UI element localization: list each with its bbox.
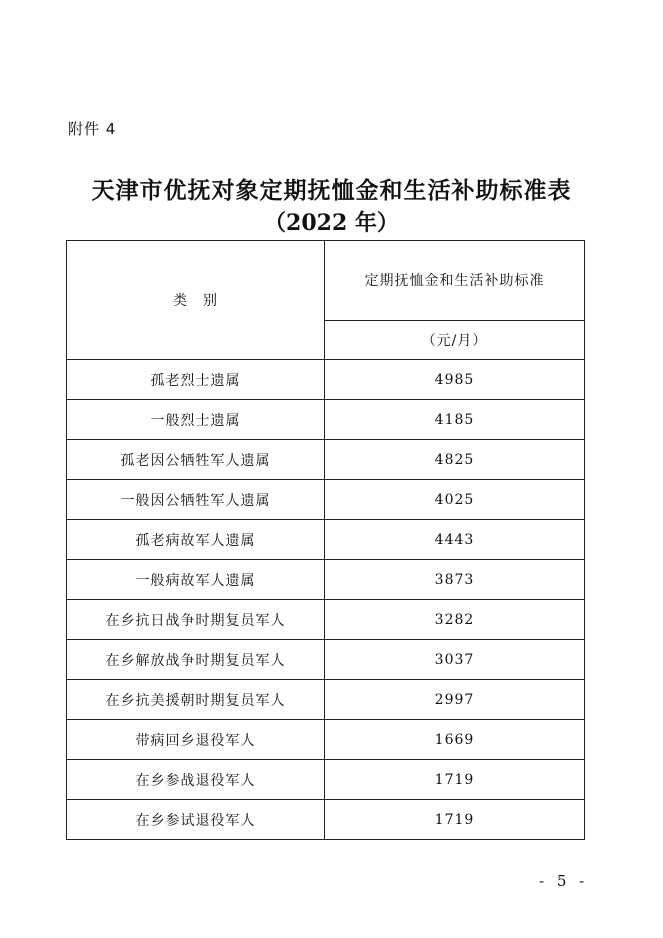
row-value: 4185: [325, 400, 585, 440]
table-row: [67, 680, 585, 720]
table-row: [67, 360, 585, 400]
row-value: 4825: [325, 440, 585, 480]
row-value: 1669: [325, 720, 585, 760]
table-row: [67, 560, 585, 600]
row-value: 3282: [325, 600, 585, 640]
header-standard: 定期抚恤金和生活补助标准: [325, 241, 585, 321]
table-row: [67, 440, 585, 480]
row-value: 3873: [325, 560, 585, 600]
table-row: [67, 720, 585, 760]
table-row: [67, 400, 585, 440]
row-value: 4025: [325, 480, 585, 520]
row-category: 一般因公牺牲军人遗属: [67, 480, 325, 520]
row-value: 2997: [325, 680, 585, 720]
table-row: [67, 640, 585, 680]
row-category: 在乡抗美援朝时期复员军人: [67, 680, 325, 720]
row-category: 孤老烈士遗属: [67, 360, 325, 400]
row-value: 4985: [325, 360, 585, 400]
row-category: 一般烈士遗属: [67, 400, 325, 440]
row-value: 3037: [325, 640, 585, 680]
row-value: 1719: [325, 800, 585, 840]
table-row: [67, 520, 585, 560]
document-title: 天津市优抚对象定期抚恤金和生活补助标准表: [91, 177, 572, 204]
row-category: 在乡参试退役军人: [67, 800, 325, 840]
row-value: 4443: [325, 520, 585, 560]
table-row: [67, 600, 585, 640]
row-category: 在乡参战退役军人: [67, 760, 325, 800]
row-category: 带病回乡退役军人: [67, 720, 325, 760]
row-category: 在乡抗日战争时期复员军人: [67, 600, 325, 640]
row-category: 一般病故军人遗属: [67, 560, 325, 600]
row-category: 孤老病故军人遗属: [67, 520, 325, 560]
row-value: 1719: [325, 760, 585, 800]
row-category: 孤老因公牺牲军人遗属: [67, 440, 325, 480]
header-category: 类 别: [67, 241, 325, 360]
page-number: - 5 -: [539, 872, 589, 890]
attachment-label: 附件 4: [68, 120, 117, 138]
table-row: [67, 480, 585, 520]
row-category: 在乡解放战争时期复员军人: [67, 640, 325, 680]
document-year: （2022 年）: [264, 210, 399, 236]
table-row: [67, 800, 585, 840]
standards-table: [66, 240, 585, 840]
table-row: [67, 760, 585, 800]
header-unit: （元/月）: [325, 320, 585, 359]
